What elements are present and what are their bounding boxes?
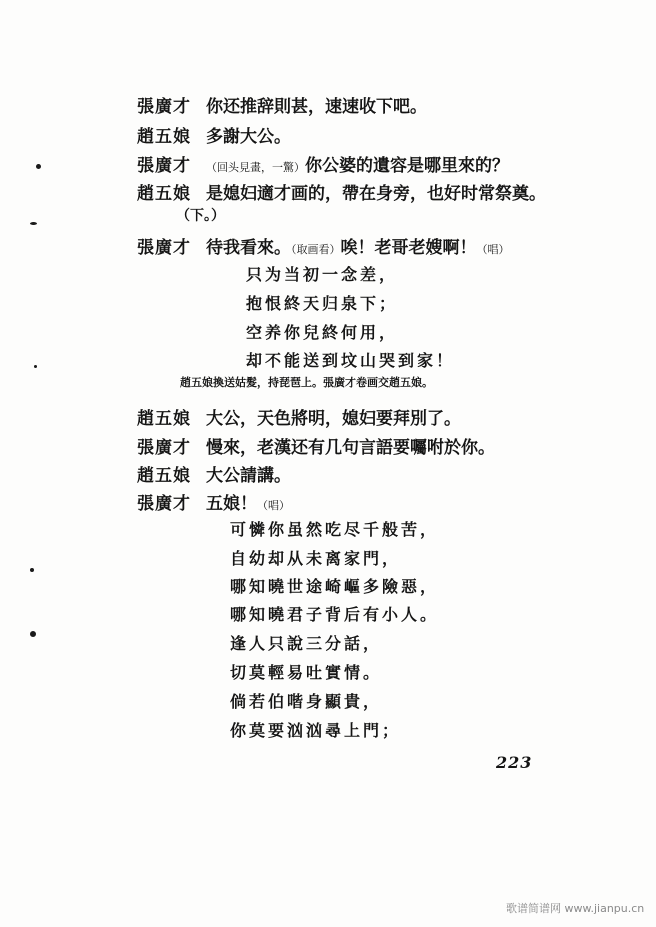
song-verse-line: 你莫要汹汹尋上門； [230,721,402,740]
dialogue-text: 唉！老哥老嫂啊！ [340,238,477,258]
speaker-label: 趙五娘 [137,466,191,486]
speaker-label: 趙五娘 [137,127,191,147]
dialogue-line: 是媳妇適才画的，帶在身旁，也好时常祭奠。 [206,184,546,204]
dialogue-text: 五娘！ [206,494,257,514]
dialogue-text: 你公婆的遺容是哪里來的？ [305,156,509,176]
speaker-label: 張廣才 [137,97,191,117]
song-verse-line: 却不能送到坟山哭到家！ [246,351,456,370]
song-verse-line: 只为当初一念差， [246,265,399,284]
dialogue-text: 待我看來。 [206,238,291,258]
scan-speck [34,365,37,368]
stage-note: （唱） [476,243,510,256]
speaker-label: 張廣才 [137,494,191,514]
dialogue-line: 慢來，老漢还有几句言語要囑咐於你。 [206,438,495,458]
stage-note: （取画看） [291,243,341,256]
stage-note: （回头見畫，一驚） [206,161,305,174]
song-verse-line: 空养你兒終何用， [246,323,399,342]
dialogue-line: 多謝大公。 [206,127,291,147]
watermark-text: 歌谱简谱网 www.jianpu.cn [506,902,645,915]
scan-speck [30,568,34,572]
dialogue-line: 大公，天色將明，媳妇要拜別了。 [206,409,461,429]
song-verse-line: 逢人只說三分話， [230,634,383,653]
dialogue-line [206,233,510,258]
song-verse-line: 切莫輕易吐實情。 [230,663,383,682]
dialogue-line: 你还推辞則甚，速速收下吧。 [206,97,427,117]
speaker-label: 趙五娘 [137,184,191,204]
stage-note: （唱） [257,499,290,512]
exit-direction: （下。） [176,208,225,224]
scan-speck [30,222,37,225]
song-verse-line: 哪知曉世途崎嶇多險惡， [230,577,440,596]
song-verse-line: 自幼却从未离家門， [230,549,402,568]
song-verse-line: 可憐你虽然吃尽千般苦， [230,520,440,539]
page-number: 223 [496,753,533,772]
speaker-label: 張廣才 [137,156,191,176]
dialogue-line [206,489,290,514]
song-verse-line: 倘若伯喈身顯貴， [230,692,383,711]
speaker-label: 張廣才 [137,238,191,258]
song-verse-line: 抱恨終天归泉下； [246,294,399,313]
dialogue-line [206,151,509,176]
stage-direction: 趙五娘換送姑髮，持琵琶上。張廣才卷画交趙五娘。 [180,376,433,389]
song-verse-line: 哪知曉君子背后有小人。 [230,605,440,624]
dialogue-line: 大公請講。 [206,466,291,486]
speaker-label: 張廣才 [137,438,191,458]
scan-speck [30,631,36,637]
speaker-label: 趙五娘 [137,409,191,429]
scan-speck [36,164,41,169]
